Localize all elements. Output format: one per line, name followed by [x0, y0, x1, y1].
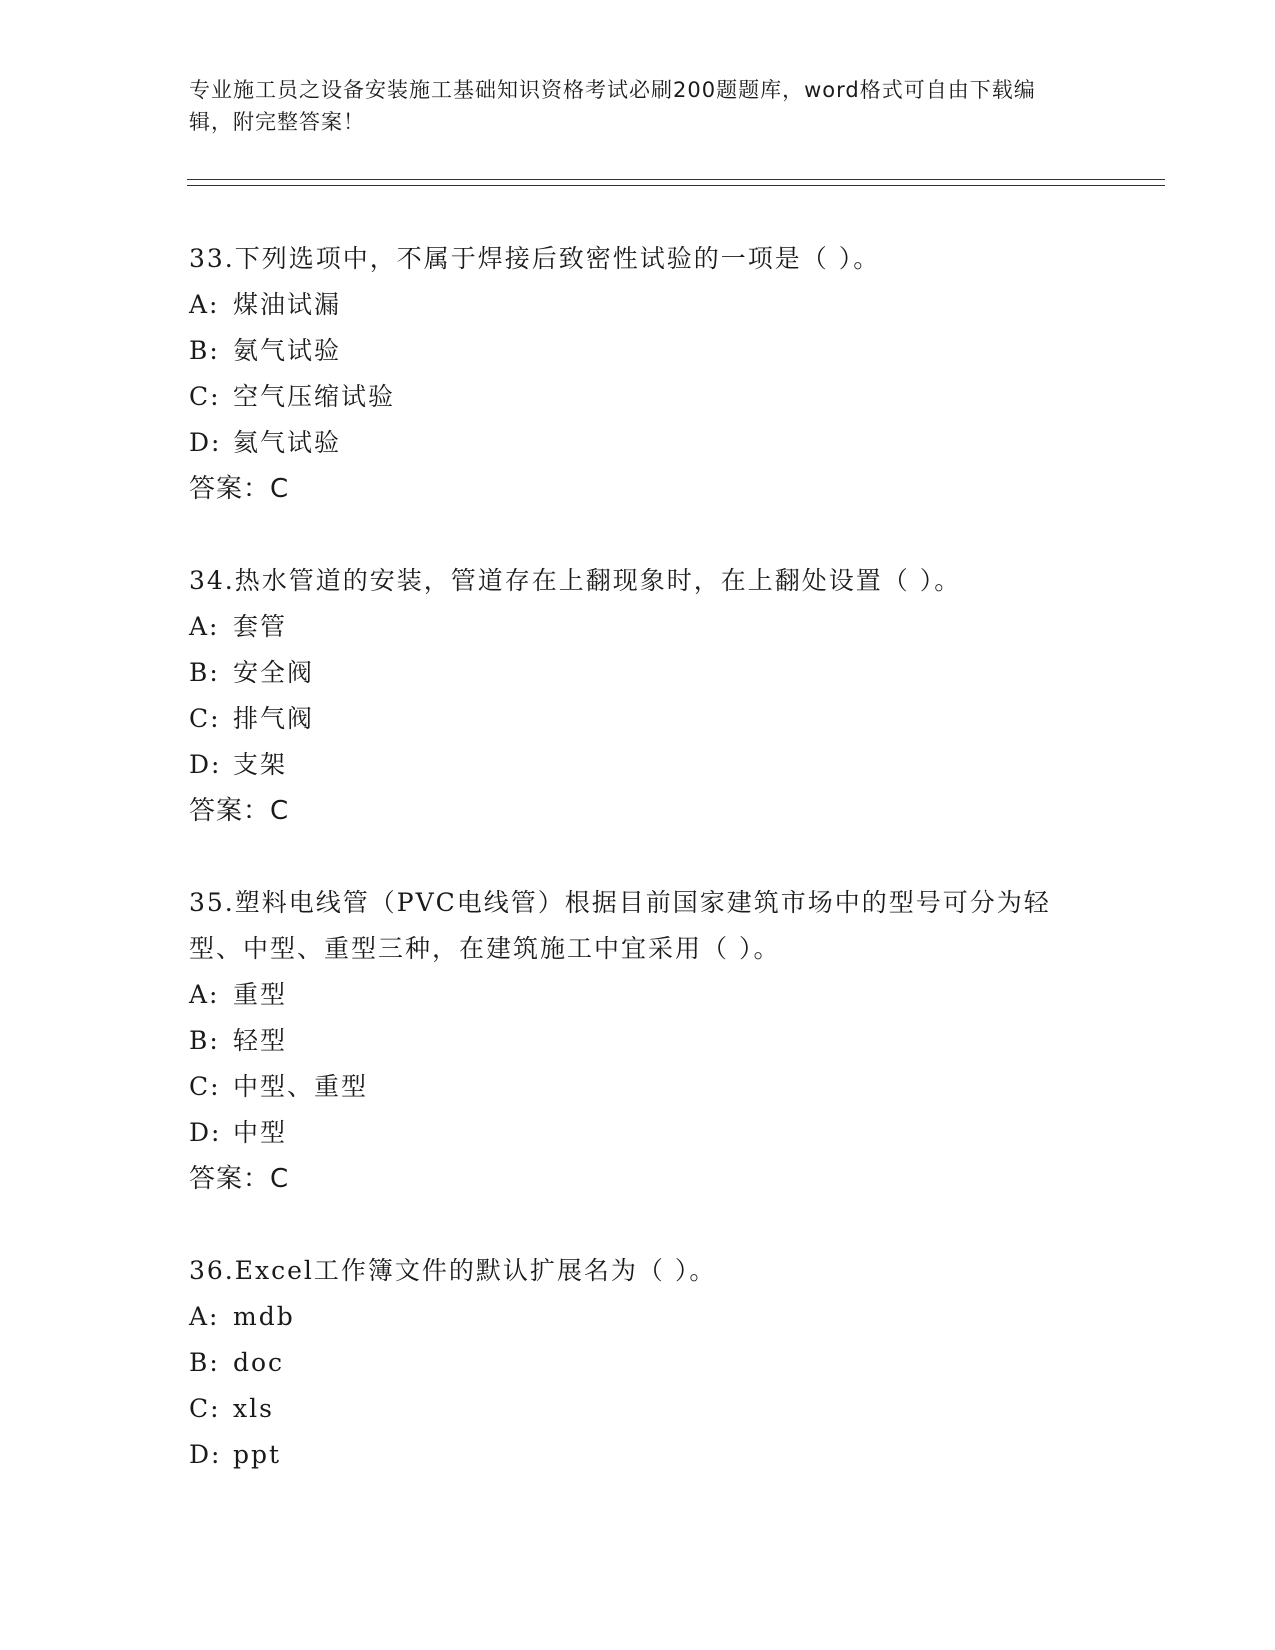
option-key: B:	[189, 336, 220, 365]
answer-line: 答案：C	[189, 474, 290, 504]
option-key: B:	[189, 1348, 220, 1377]
question-stem: 35.塑料电线管（PVC电线管）根据目前国家建筑市场中的型号可分为轻型、中型、重型三种，在建筑施工中宜采用（ ）。	[189, 888, 1051, 963]
question-stem: 34.热水管道的安装，管道存在上翻现象时，在上翻处设置（ ）。	[189, 566, 962, 595]
option-key: B:	[189, 1026, 220, 1055]
option-text: 氨气试验	[233, 336, 342, 365]
option-d	[189, 742, 1089, 788]
option-key: B:	[189, 658, 220, 687]
header-divider-bottom	[187, 185, 1165, 186]
option-key: A:	[189, 612, 220, 641]
option-text: 中型、重型	[233, 1072, 369, 1101]
option-key: A:	[189, 290, 220, 319]
option-text: 轻型	[233, 1026, 288, 1055]
option-a	[189, 972, 1089, 1018]
option-b	[189, 1018, 1089, 1064]
option-c	[189, 374, 1089, 420]
option-a	[189, 604, 1089, 650]
option-key: C:	[189, 704, 221, 733]
option-key: D:	[189, 1440, 222, 1469]
option-text: mdb	[233, 1302, 295, 1331]
answer-line: 答案：C	[189, 1164, 290, 1194]
option-key: D:	[189, 1118, 222, 1147]
option-key: C:	[189, 1072, 221, 1101]
question-36	[189, 1248, 1089, 1478]
option-key: C:	[189, 382, 221, 411]
option-text: 重型	[233, 980, 288, 1009]
option-key: A:	[189, 1302, 220, 1331]
option-text: 煤油试漏	[233, 290, 342, 319]
question-stem: 36.Excel工作簿文件的默认扩展名为（ ）。	[189, 1256, 717, 1285]
option-c	[189, 1386, 1089, 1432]
option-key: C:	[189, 1394, 221, 1423]
option-text: xls	[233, 1394, 274, 1423]
option-a	[189, 282, 1089, 328]
option-b	[189, 650, 1089, 696]
option-text: 套管	[233, 612, 288, 641]
option-text: doc	[233, 1348, 285, 1377]
option-d	[189, 1110, 1089, 1156]
option-b	[189, 328, 1089, 374]
option-key: D:	[189, 750, 222, 779]
answer-line: 答案：C	[189, 796, 290, 826]
option-key: A:	[189, 980, 220, 1009]
question-33	[189, 236, 1089, 512]
question-34	[189, 558, 1089, 834]
option-b	[189, 1340, 1089, 1386]
option-text: 氦气试验	[233, 428, 342, 457]
header-divider-top	[187, 179, 1165, 180]
option-text: 中型	[233, 1118, 288, 1147]
option-text: 排气阀	[233, 704, 315, 733]
option-d	[189, 420, 1089, 466]
option-c	[189, 1064, 1089, 1110]
option-text: 安全阀	[233, 658, 315, 687]
option-text: ppt	[233, 1440, 282, 1469]
option-text: 支架	[233, 750, 288, 779]
document-header: 专业施工员之设备安装施工基础知识资格考试必刷200题题库，word格式可自由下载编辑，附完整答案！	[189, 78, 1036, 134]
question-stem: 33.下列选项中，不属于焊接后致密性试验的一项是（ ）。	[189, 244, 881, 273]
option-c	[189, 696, 1089, 742]
option-key: D:	[189, 428, 222, 457]
option-d	[189, 1432, 1089, 1478]
option-a	[189, 1294, 1089, 1340]
option-text: 空气压缩试验	[233, 382, 396, 411]
question-list	[189, 236, 1089, 1524]
question-35	[189, 880, 1089, 1202]
